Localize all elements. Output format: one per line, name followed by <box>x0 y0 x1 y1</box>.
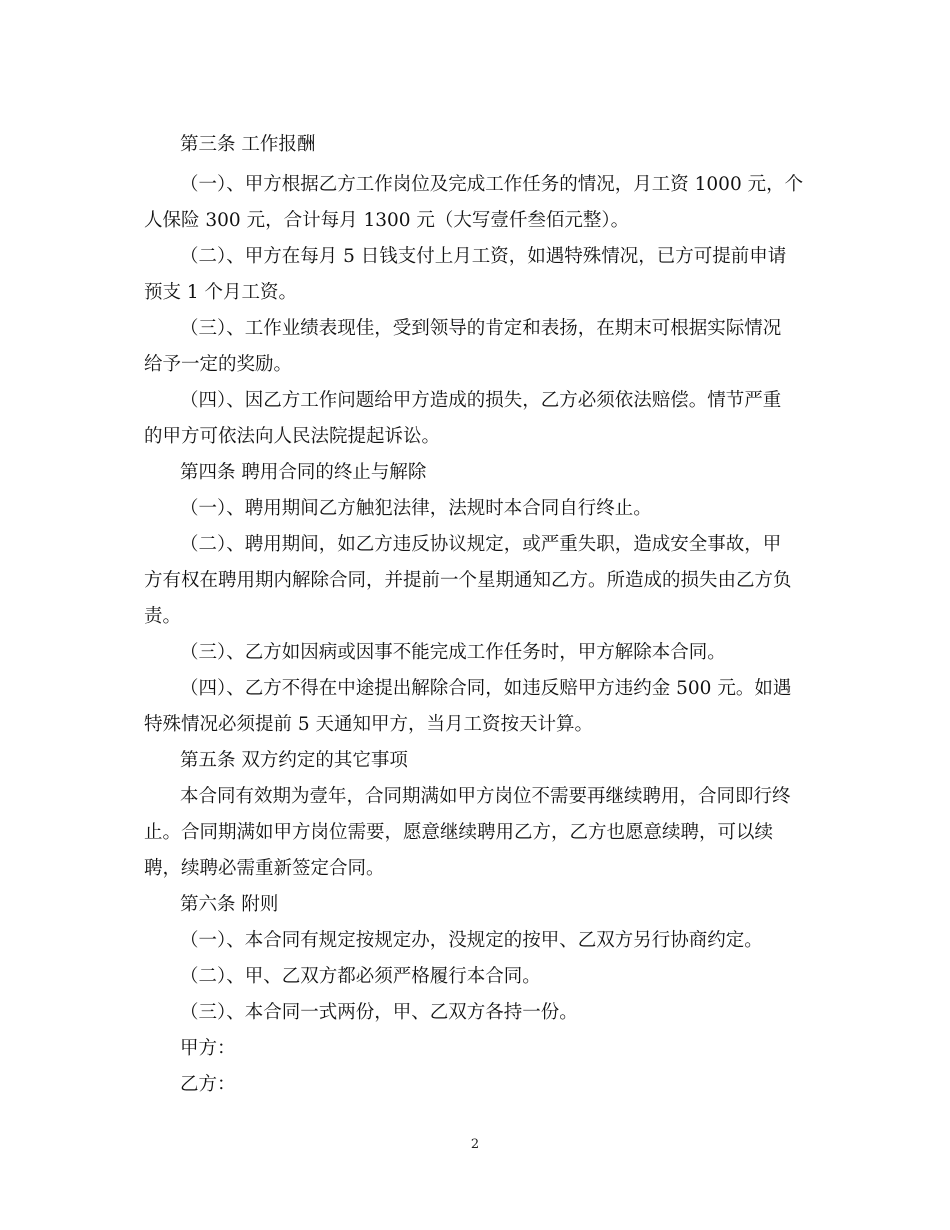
article-4-heading: 第四条 聘用合同的终止与解除 <box>180 462 427 483</box>
article-4-clause-1: （一）、聘用期间乙方触犯法律，法规时本合同自行终止。 <box>180 498 652 519</box>
article-6-clause-1: （一）、本合同有规定按规定办，没规定的按甲、乙双方另行协商约定。 <box>180 930 763 951</box>
article-5-line-1: 本合同有效期为壹年，合同期满如甲方岗位不需要再继续聘用，合同即行终 <box>180 786 791 807</box>
party-b-signature-label: 乙方： <box>180 1074 236 1095</box>
article-3-clause-4-line-2: 的甲方可依法向人民法院提起诉讼。 <box>144 426 441 447</box>
article-6-heading: 第六条 附则 <box>180 894 279 915</box>
article-3-clause-1-line-2: 人保险 300 元，合计每月 1300 元（大写壹仟叁佰元整）。 <box>144 210 630 231</box>
article-3-clause-4-line-1: （四）、因乙方工作问题给甲方造成的损失，乙方必须依法赔偿。情节严重 <box>180 390 782 411</box>
article-4-clause-2-line-1: （二）、聘用期间，如乙方违反协议规定，或严重失职，造成安全事故，甲 <box>180 534 782 555</box>
page-number: 2 <box>470 1137 480 1152</box>
article-5-heading: 第五条 双方约定的其它事项 <box>180 750 408 771</box>
article-3-clause-3-line-2: 给予一定的奖励。 <box>144 354 293 375</box>
article-3-clause-2-line-2: 预支 1 个月工资。 <box>144 282 298 303</box>
article-4-clause-4-line-2: 特殊情况必须提前 5 天通知甲方，当月工资按天计算。 <box>144 714 594 735</box>
article-5-line-2: 止。合同期满如甲方岗位需要，愿意继续聘用乙方，乙方也愿意续聘，可以续 <box>144 822 774 843</box>
article-4-clause-2-line-2: 方有权在聘用期内解除合同，并提前一个星期通知乙方。所造成的损失由乙方负 <box>144 570 792 591</box>
article-6-clause-3: （三）、本合同一式两份，甲、乙双方各持一份。 <box>180 1002 578 1023</box>
party-a-signature-label: 甲方： <box>180 1038 236 1059</box>
article-3-clause-1-line-1: （一）、甲方根据乙方工作岗位及完成工作任务的情况，月工资 1000 元，个 <box>180 174 804 195</box>
article-5-line-3: 聘，续聘必需重新签定合同。 <box>144 858 385 879</box>
article-3-heading: 第三条 工作报酬 <box>180 134 316 155</box>
article-4-clause-3: （三）、乙方如因病或因事不能完成工作任务时，甲方解除本合同。 <box>180 642 726 663</box>
article-4-clause-4-line-1: （四）、乙方不得在中途提出解除合同，如违反赔甲方违约金 500 元。如遇 <box>180 678 792 699</box>
article-3-clause-3-line-1: （三）、工作业绩表现佳，受到领导的肯定和表扬，在期末可根据实际情况 <box>180 318 782 339</box>
article-6-clause-2: （二）、甲、乙双方都必须严格履行本合同。 <box>180 966 541 987</box>
article-4-clause-2-line-3: 责。 <box>144 606 182 627</box>
article-3-clause-2-line-1: （二）、甲方在每月 5 日钱支付上月工资，如遇特殊情况，已方可提前申请 <box>180 246 787 267</box>
